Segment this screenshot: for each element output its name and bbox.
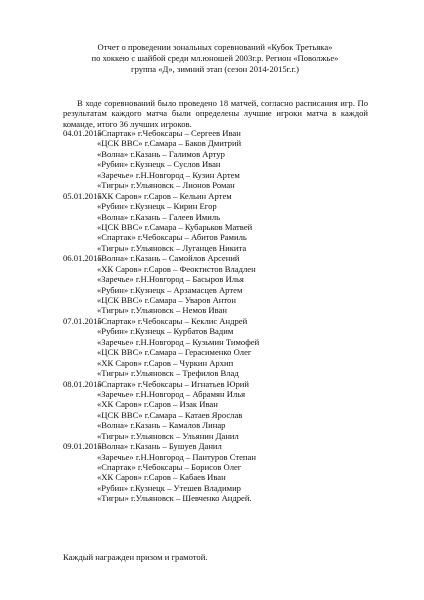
list-item	[63, 285, 383, 295]
list-item	[63, 222, 383, 232]
list-item	[63, 472, 383, 482]
best-players-list	[63, 128, 383, 504]
match-day	[63, 191, 383, 254]
best-player-entry: «Спартак» г.Чебоксары – Сергеев Иван	[97, 128, 241, 138]
list-item	[63, 493, 383, 503]
list-item	[63, 379, 383, 389]
list-item	[63, 128, 383, 138]
list-item	[63, 358, 383, 368]
list-item	[63, 295, 383, 305]
best-player-entry: «Волна» г.Казань – Галеев Имиль	[97, 211, 221, 222]
best-player-entry: «Тигры» г.Ульяновск – Шевченко Андрей.	[97, 493, 252, 504]
list-item	[63, 201, 383, 211]
list-item	[63, 243, 383, 253]
best-player-entry: «Заречье» г.Н.Новгород – Пантуров Степан	[97, 451, 256, 462]
best-player-entry: «ЦСК ВВС» г.Самара – Катаев Ярослав	[97, 409, 243, 420]
best-player-entry: «Спартак» г.Чебоксары – Борисов Олег	[97, 462, 242, 472]
best-player-entry: «Рубин» г.Кузнецк – Арзамасцев Артем	[97, 284, 243, 295]
list-item	[63, 431, 383, 441]
list-item	[63, 462, 383, 472]
list-item	[63, 212, 383, 222]
list-item	[63, 410, 383, 420]
list-item	[63, 483, 383, 493]
best-player-entry: «ЦСК ВВС» г.Самара – Герасименко Олег	[97, 347, 252, 358]
best-player-entry: «ЦСК ВВС» г.Самара – Баков Дмитрий	[97, 138, 242, 149]
title-line-3: группа «Д», зимний этап (сезон 2014-2015г.г.)	[131, 64, 299, 75]
best-player-entry: «Рубин» г.Кузнецк – Курбатов Вадим	[97, 326, 234, 337]
best-player-entry: «Заречье» г.Н.Новгород – Басыров Илья	[97, 274, 244, 285]
best-player-entry: «Спартак» г.Чебоксары – Абитов Рамиль	[97, 232, 247, 243]
list-item	[63, 170, 383, 180]
list-item	[63, 441, 383, 451]
list-item	[63, 191, 383, 201]
best-player-entry: «Рубин» г.Кузнецк – Суслов Иван	[97, 159, 221, 170]
best-player-entry: «ХК Саров» г.Саров – Феоктистов Владлен	[97, 263, 256, 274]
best-player-entry: «ХК Саров» г.Саров – Кельин Артем	[97, 190, 232, 201]
best-player-entry: «Волна» г.Казань – Бушуев Данил	[97, 441, 222, 452]
best-player-entry: «ХК Саров» г.Саров – Изак Иван	[97, 399, 218, 410]
best-player-entry: «Тигры» г.Ульяновск – Немов Иван	[97, 305, 227, 316]
list-item	[63, 326, 383, 336]
match-day	[63, 316, 383, 379]
list-item	[63, 337, 383, 347]
list-item	[63, 316, 383, 326]
list-item	[63, 305, 383, 315]
report-title	[40, 42, 390, 76]
best-player-entry: «Спартак» г.Чебоксары – Кеклис Андрей	[97, 315, 248, 326]
best-player-entry: «Спартак» г.Чебоксары – Игнатьев Юрий	[97, 378, 249, 389]
match-day	[63, 441, 383, 504]
best-player-entry: «Волна» г.Казань – Самойлов Арсений	[97, 253, 240, 264]
best-player-entry: «ХК Саров» г.Саров – Чуркин Архип	[97, 357, 234, 368]
closing-line: Каждый награжден призом и грамотой.	[63, 552, 208, 562]
list-item	[63, 347, 383, 357]
best-player-entry: «ЦСК ВВС» г.Самара – Уваров Антон	[97, 295, 236, 305]
list-item	[63, 253, 383, 263]
best-player-entry: «ЦСК ВВС» г.Самара – Кубарьков Матвей	[97, 221, 253, 232]
list-item	[63, 420, 383, 430]
list-item	[63, 159, 383, 169]
best-player-entry: «Рубин» г.Кузнецк – Кирин Егор	[97, 201, 217, 212]
match-day	[63, 128, 383, 191]
best-player-entry: «Заречье» г.Н.Новгород – Кузин Артем	[97, 169, 240, 180]
list-item	[63, 232, 383, 242]
match-day	[63, 253, 383, 316]
best-player-entry: «Тигры» г.Ульяновск – Луганцев Никита	[97, 242, 247, 253]
intro-paragraph: В ходе соревнований было проведено 18 матчей, согласно расписания игр. По результатам каждого матча были определены лучшие игроки матча в каждой команде, итого 36 лучших игроков.	[63, 98, 368, 129]
list-item	[63, 452, 383, 462]
list-item	[63, 138, 383, 148]
list-item	[63, 389, 383, 399]
match-date: 09.01.2015	[63, 441, 102, 452]
match-date: 06.01.2015	[63, 253, 102, 264]
match-date: 04.01.2015	[63, 128, 102, 138]
list-item	[63, 180, 383, 190]
title-line-1: Отчет о проведении зональных соревнований «Кубок Третьяка»	[97, 42, 333, 52]
best-player-entry: «Тигры» г.Ульяновск – Лионов Роман	[97, 180, 235, 191]
best-player-entry: «Заречье» г.Н.Новгород – Абрамян Илья	[97, 388, 246, 399]
list-item	[63, 149, 383, 159]
match-day	[63, 379, 383, 442]
list-item	[63, 274, 383, 284]
match-date: 08.01.2015	[63, 378, 102, 389]
title-line-2: по хоккею с шайбой среди мл.юношей 2003г.р. Регион «Поволжье»	[91, 53, 339, 64]
list-item	[63, 399, 383, 409]
best-player-entry: «ХК Саров» г.Саров – Кабаев Иван	[97, 472, 226, 483]
best-player-entry: «Волна» г.Казань – Камалов Линар	[97, 420, 226, 431]
best-player-entry: «Рубин» г.Кузнецк – Утешев Владимир	[97, 482, 241, 493]
best-player-entry: «Заречье» г.Н.Новгород – Кузьмин Тимофей	[97, 336, 260, 347]
best-player-entry: «Волна» г.Казань – Галимов Артур	[97, 148, 225, 159]
match-date: 05.01.2015	[63, 190, 102, 201]
list-item	[63, 264, 383, 274]
list-item	[63, 368, 383, 378]
best-player-entry: «Тигры» г.Ульяновск – Ульянин Данил	[97, 430, 239, 441]
match-date: 07.01.2015	[63, 315, 102, 326]
best-player-entry: «Тигры» г.Ульяновск – Трефилов Влад	[97, 368, 239, 379]
